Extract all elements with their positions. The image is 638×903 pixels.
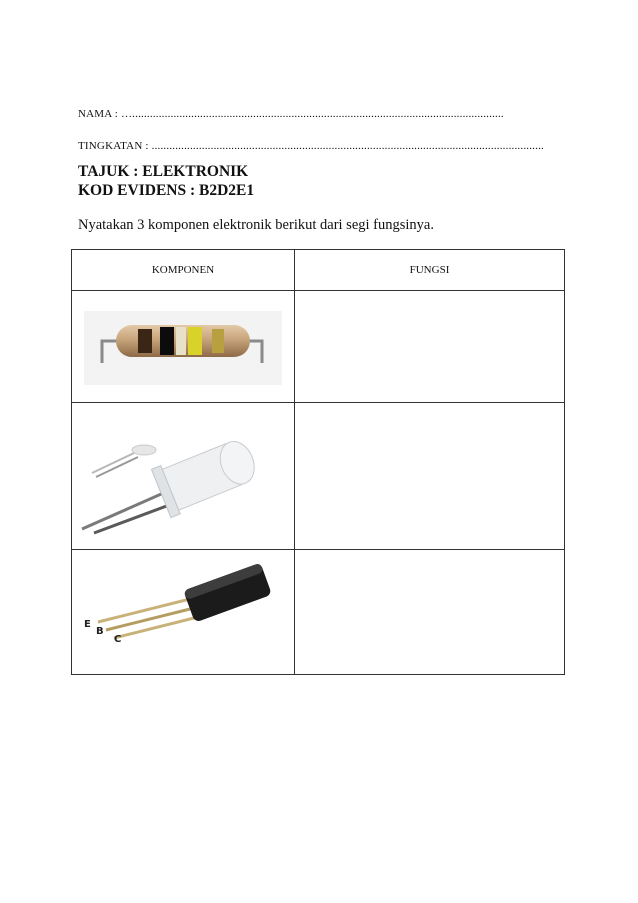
fungsi-answer-cell[interactable] <box>295 550 565 675</box>
fungsi-answer-cell[interactable] <box>295 403 565 550</box>
tingkatan-field <box>78 140 548 152</box>
component-table <box>71 249 565 675</box>
tajuk-heading: TAJUK : ELEKTRONIK <box>78 163 249 180</box>
komponen-header: KOMPONEN <box>72 250 295 291</box>
komponen-cell <box>72 550 295 675</box>
nama-blank[interactable]: ….............................................................................................................................. <box>120 108 504 120</box>
kod-evidens-heading: KOD EVIDENS : B2D2E1 <box>78 182 255 199</box>
tingkatan-label: TINGKATAN : <box>78 140 149 152</box>
led-icon <box>72 403 294 549</box>
nama-field <box>78 108 548 120</box>
pin-label-e: E <box>84 619 91 630</box>
instruction-text: Nyatakan 3 komponen elektronik berikut dari segi fungsinya. <box>78 217 434 233</box>
tingkatan-blank[interactable]: ..................................................................................................................................... <box>151 140 544 152</box>
table-row <box>72 403 565 550</box>
transistor-icon <box>72 550 294 674</box>
pin-label-b: B <box>96 626 104 637</box>
komponen-cell <box>72 403 295 550</box>
fungsi-answer-cell[interactable] <box>295 291 565 403</box>
table-header-row <box>72 250 565 291</box>
table-row <box>72 550 565 675</box>
pin-label-c: C <box>114 634 122 645</box>
fungsi-header: FUNGSI <box>295 250 565 291</box>
komponen-cell <box>72 291 295 403</box>
table-row <box>72 291 565 403</box>
nama-label: NAMA : <box>78 108 119 120</box>
resistor-icon <box>72 291 294 402</box>
